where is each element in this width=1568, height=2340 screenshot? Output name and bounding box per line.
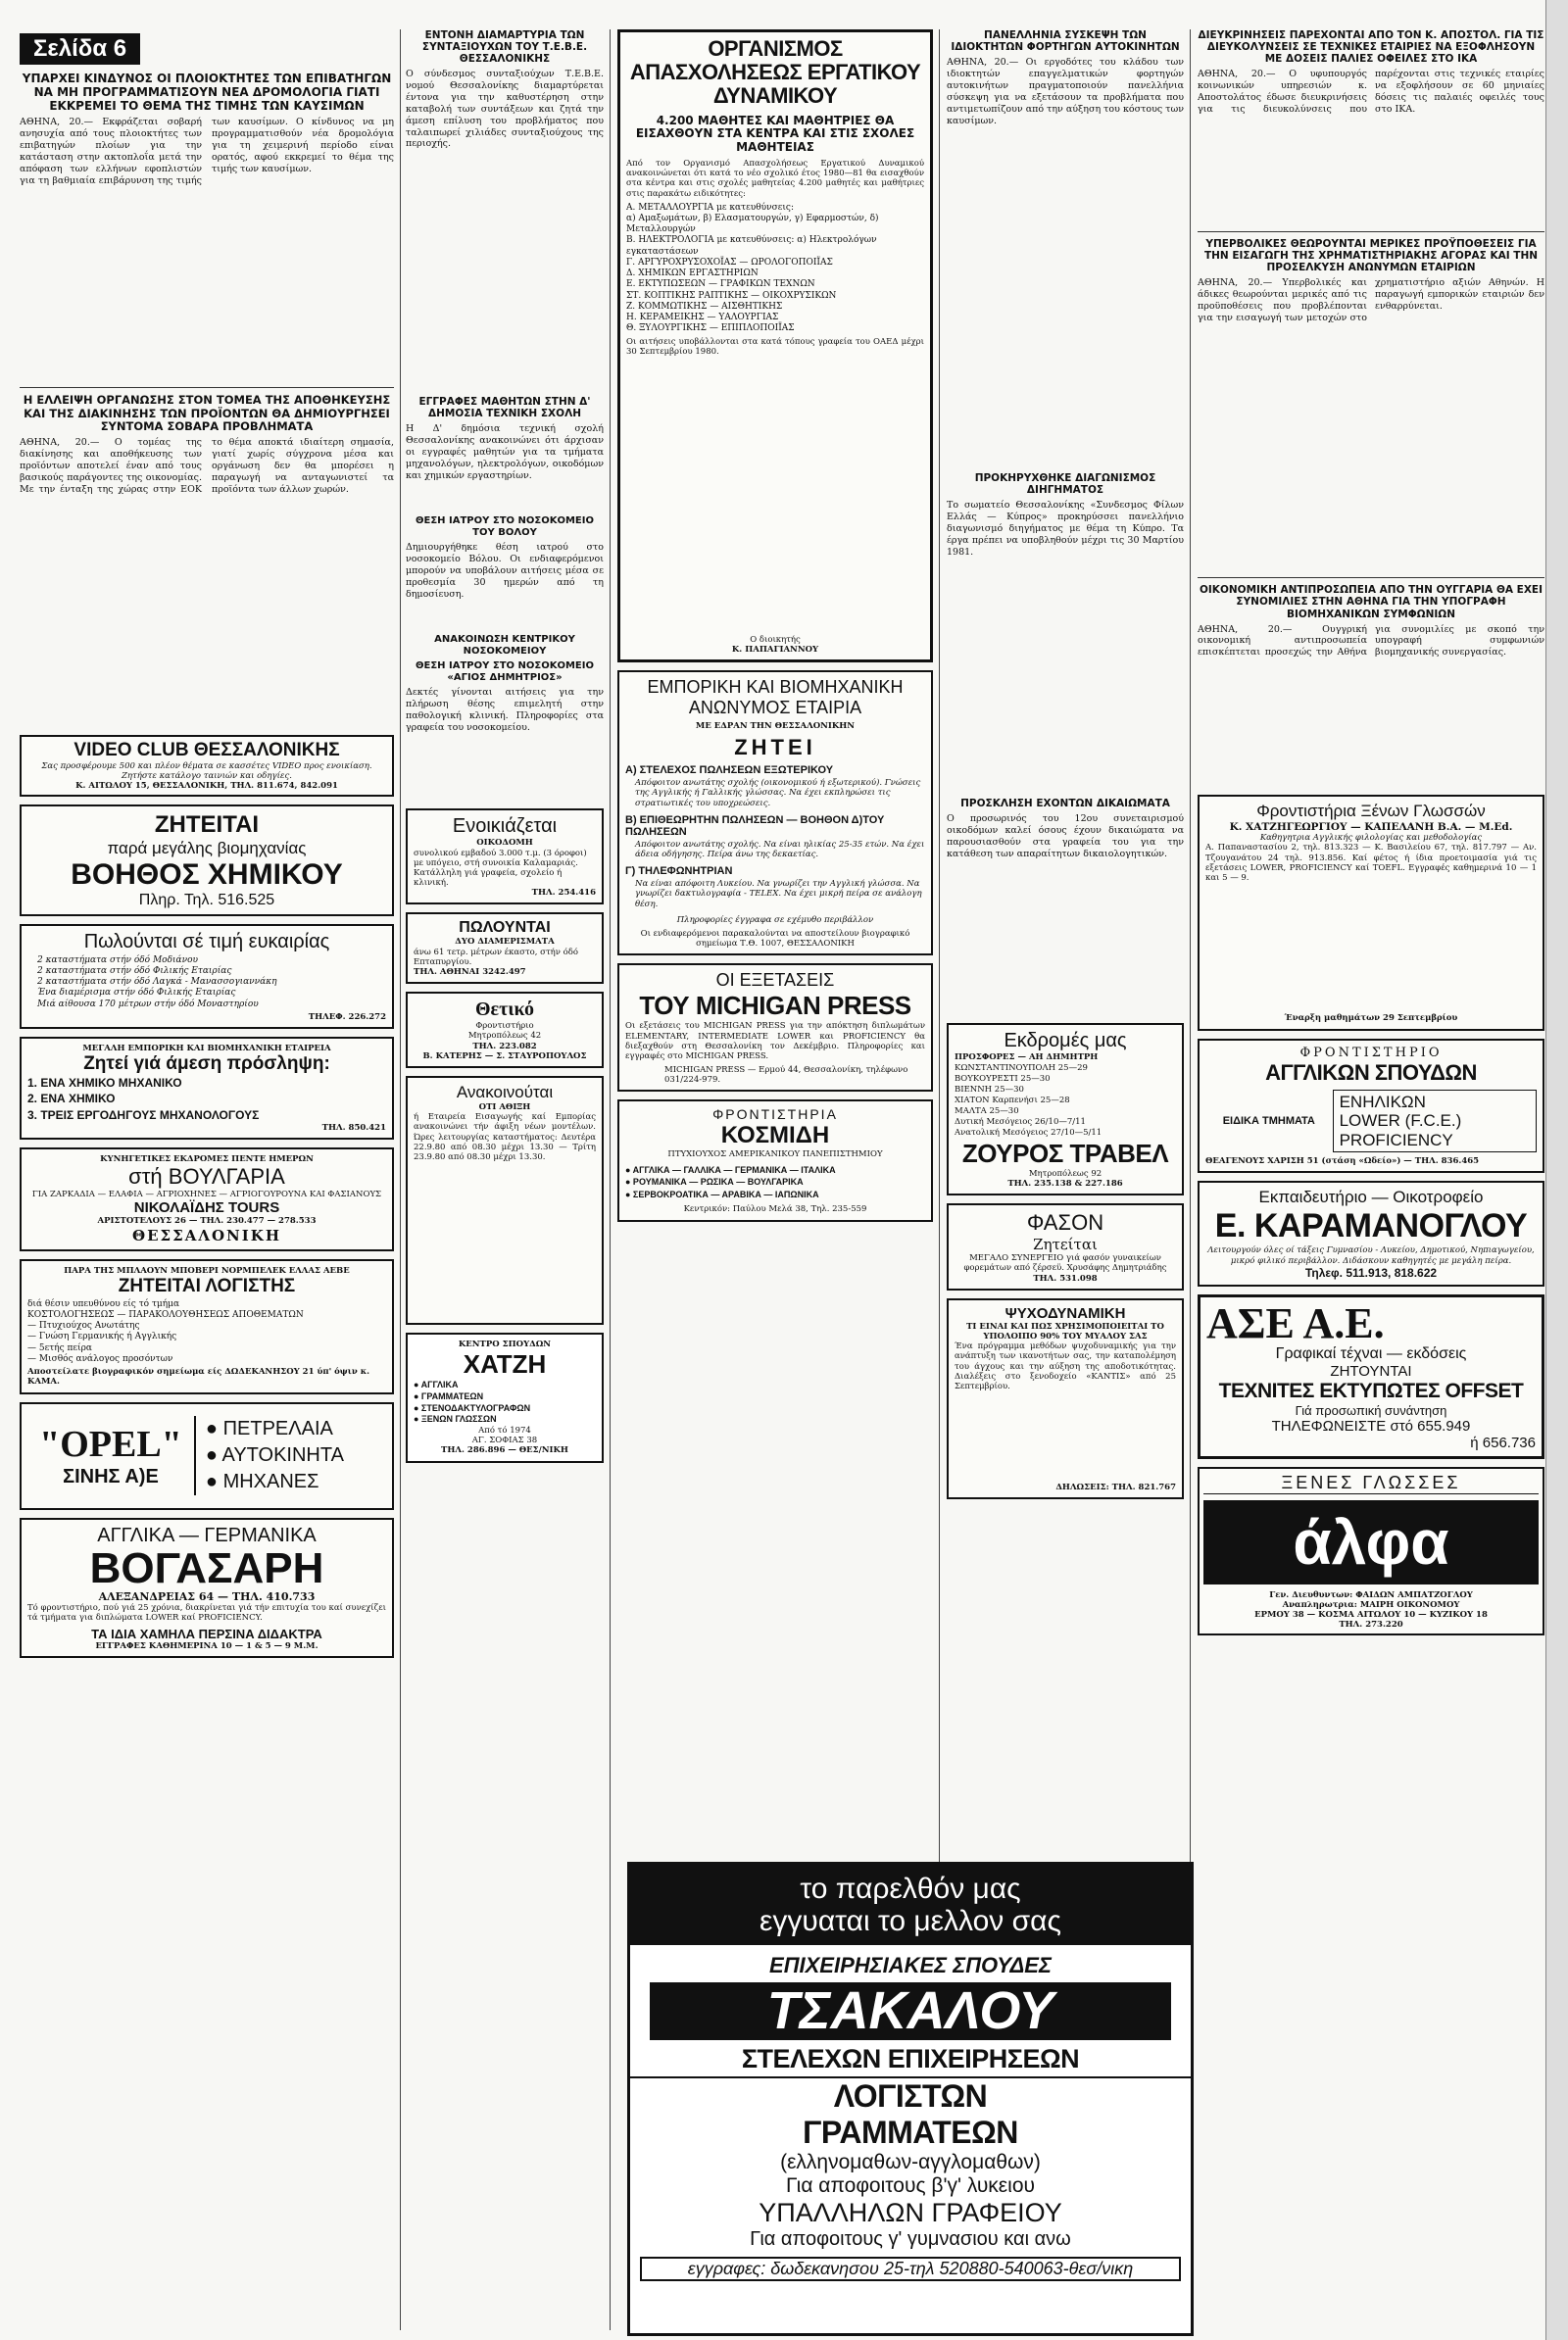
ad-vogasari — [20, 1518, 394, 1659]
tsakalou-line3: ΓΡΑΜΜΑΤΕΩΝ — [803, 2115, 1018, 2151]
ad-sell-sub: ΔΥΟ ΔΙΑΜΕΡΙΣΜΑΤΑ — [455, 937, 555, 948]
list-item: 2 καταστήματα στήν όδό Φιλικής Εταιρίας — [37, 965, 232, 976]
kosm-addr: Κεντρικόν: Παύλου Μελά 38, Τηλ. 235-559 — [683, 1204, 867, 1215]
ad-fason — [947, 1203, 1184, 1291]
list-item: 1. ΕΝΑ ΧΗΜΙΚΟ ΜΗΧΑΝΙΚΟ — [27, 1076, 182, 1091]
list-item: Β. ΗΛΕΚΤΡΟΛΟΓΙΑ με κατευθύνσεις: α) Ηλεκτρολόγων εγκαταστάσεων — [626, 235, 877, 257]
ad-opel-brand: "OPEL" — [39, 1424, 182, 1466]
ad-lang-top: ΑΓΓΛΙΚΑ — ΓΕΡΜΑΝΙΚΑ — [97, 1524, 317, 1546]
ad-psychodynamics — [947, 1298, 1184, 1500]
ad-thetiko — [406, 992, 604, 1068]
list-item: Ανατολική Μεσόγειος 27/10—5/11 — [955, 1127, 1102, 1138]
list-item: ● ΑΥΤΟΚΙΝΗΤΑ — [205, 1444, 344, 1467]
psyx-title: ΨΥΧΟΔΥΝΑΜΙΚΗ — [1004, 1304, 1126, 1322]
list-item: ΣΤ. ΚΟΠΤΙΚΗΣ ΡΑΠΤΙΚΗΣ — ΟΙΚΟΧΡΥΣΙΚΩΝ — [626, 290, 837, 301]
ad-karamanoglou — [1198, 1181, 1544, 1286]
kosm-sub: ΠΤΥΧΙΟΥΧΟΣ ΑΜΕΡΙΚΑΝΙΚΟΥ ΠΑΝΕΠΙΣΤΗΜΙΟΥ — [667, 1149, 883, 1160]
tsakalou-line3b: (ελληνομαθων-αγγλομαθων) — [780, 2151, 1041, 2174]
alfa-tel: ΤΗΛ. 273.220 — [1339, 1620, 1403, 1631]
article-school: Η Δ' δημόσια τεχνική σχολή Θεσσαλονίκης ανακοινώνει ότι άρχισαν οι εγγραφές μαθητών για τα τμήματα μηχανολόγων, ηλεκτρολόγων, οικοδόμων και χημικών εργαστηρίων. — [406, 423, 604, 481]
ad-thetiko-title: Θετικό — [474, 999, 535, 1021]
emp-note: Πληροφορίες έγγραφα σε εχέμυθο περιβάλλον — [676, 914, 874, 925]
headline-pensioners: ΕΝΤΟΝΗ ΔΙΑΜΑΡΤΥΡΙΑ ΤΩΝ ΣΥΝΤΑΞΙΟΥΧΩΝ ΤΟΥ Τ.Ε.Β.Ε. ΘΕΣΣΑΛΟΝΙΚΗΣ — [421, 29, 588, 66]
ad-hunting-tours — [20, 1147, 394, 1251]
ad-company-hiring — [20, 1037, 394, 1140]
fason-sub: Ζητείται — [1033, 1236, 1098, 1254]
ad-excursions — [947, 1023, 1184, 1195]
list-item: ΚΩΝΣΤΑΝΤΙΝΟΥΠΟΛΗ 25—29 — [955, 1062, 1088, 1073]
ad-rent-tel: ΤΗΛ. 254.416 — [531, 888, 596, 899]
headline-ika: ΔΙΕΥΚΡΙΝΗΣΕΙΣ ΠΑΡΕΧΟΝΤΑΙ ΑΠΟ ΤΟΝ Κ. ΑΠΟΣΤΟΛ. ΓΙΑ ΤΙΣ ΔΙΕΥΚΟΛΥΝΣΕΙΣ ΣΕ ΤΕΧΝΙΚΕΣ ΕΤΑΙΡΙΕΣ ΝΑ ΕΞΟΦΛΗΣΟΥΝ ΜΕ ΔΟΣΕΙΣ ΠΑΛΙΕΣ ΟΦΕΙΛΕΣ ΣΤΟ ΙΚΑ — [1198, 29, 1544, 66]
kar-tel: Τηλεφ. 511.913, 818.622 — [1304, 1265, 1438, 1280]
ad-mbp-top: ΠΑΡΑ ΤΗΣ ΜΠΛΑΟΥΝ ΜΠΟΒΕΡΙ ΝΟΡΜΠΕΛΕΚ ΕΛΛΑΣ ΑΕΒΕ — [64, 1265, 350, 1276]
ad-chatzi-top: ΚΕΝΤΡΟ ΣΠΟΥΔΩΝ — [458, 1340, 552, 1350]
ad-ase — [1198, 1294, 1544, 1459]
ad-company-top: ΜΕΓΑΛΗ ΕΜΠΟΡΙΚΗ ΚΑΙ ΒΙΟΜΗΧΑΝΙΚΗ ΕΤΑΙΡΕΙΑ — [82, 1044, 331, 1054]
ad-thetiko-tel: ΤΗΛ. 223.082 — [472, 1041, 537, 1051]
ad-mbp-title: ΖΗΤΕΙΤΑΙ ΛΟΓΙΣΤΗΣ — [118, 1275, 296, 1296]
tsakalou-line6: Για αποφοιτους γ' γυμνασιου και ανω — [750, 2228, 1071, 2251]
column-rule — [610, 29, 611, 2330]
headline-trucks: ΠΑΝΕΛΛΗΝΙΑ ΣΥΣΚΕΨΗ ΤΩΝ ΙΔΙΟΚΤΗΤΩΝ ΦΟΡΤΗΓΩΝ ΑΥΤΟΚΙΝΗΤΩΝ — [951, 29, 1180, 54]
ad-tour-city: ΘΕΣΣΑΛΟΝΙΚΗ — [132, 1226, 281, 1244]
tsakalou-line1: ΣΤΕΛΕΧΩΝ ΕΠΙΧΕΙΡΗΣΕΩΝ — [630, 2044, 1191, 2078]
ad-sell-apartments — [406, 912, 604, 984]
list-item: ΒΙΕΝΝΗ 25—30 — [955, 1084, 1024, 1095]
list-item: — Μισθός ανάλογος προσόντων — [27, 1353, 173, 1364]
ad-chatzi-title: ΧΑΤΖΗ — [463, 1349, 547, 1380]
psyx-text: Ένα πρόγραμμα μεθόδων ψυχοδυναμικής για την ανάπτυξη των ικανοτήτων σας, την καταπολέμηση του άγχους και την αύξηση της αποδοτικότητας. Διαλέξεις στο ξενοδοχείο «ΚΑΝΤΙΣ» από 25 Σεπτεμβρίου. — [955, 1341, 1176, 1391]
ad-opel-sub: ΣΙΝΗΣ Α)Ε — [63, 1466, 159, 1488]
ad-ann-text: ή Εταιρεία Εισαγωγής καί Εμπορίας ανακοινώνει τήν άφιξη νέων μοντέλων. Ώρες λειτουργίας καταστήματος: Δευτέρα 22.9.80 από 08.30 μέχρι 13.30 — Τρίτη 23.9.80 από 08.30 μέχρι 13.30. — [414, 1112, 596, 1162]
oaed-intro: Από τον Οργανισμό Απασχολήσεως Εργατικού Δυναμικού ανακοινώνεται ότι κατά το νέο σχολικό έτος 1980—81 θα εισαχθούν στα κέντρα και στις σχολές μαθητείας 4.200 μαθητές και μαθήτριες στις παρακάτω ειδικότητες: — [626, 158, 924, 199]
ekd-brand: ΖΟΥΡΟΣ ΤΡΑΒΕΛ — [961, 1138, 1169, 1168]
headline-hungary: ΟΙΚΟΝΟΜΙΚΗ ΑΝΤΙΠΡΟΣΩΠΕΙΑ ΑΠΟ ΤΗΝ ΟΥΓΓΑΡΙΑ ΘΑ ΕΧΕΙ ΣΥΝΟΜΙΛΙΕΣ ΣΤΗΝ ΑΘΗΝΑ ΓΙΑ ΤΗΝ ΥΠΟΓΡΑΦΗ ΒΙΟΜΗΧΑΝΙΚΩΝ ΣΥΜΦΩΝΙΩΝ — [1199, 584, 1544, 620]
list-item: PROFICIENCY — [1339, 1130, 1453, 1149]
tsakalou-sub: ΕΠΙΧΕΙΡΗΣΙΑΚΕΣ ΣΠΟΥΔΕΣ — [769, 1953, 1052, 1977]
list-item: ● ΠΕΤΡΕΛΑΙΑ — [205, 1418, 333, 1440]
oaed-sign-title: Ο διοικητής — [750, 634, 801, 645]
emp-seat: ΜΕ ΕΔΡΑΝ ΤΗΝ ΘΕΣΣΑΛΟΝΙΚΗΝ — [695, 721, 856, 732]
list-item: 2. ΕΝΑ ΧΗΜΙΚΟ — [27, 1092, 116, 1106]
headline-central-hospital: ΑΝΑΚΟΙΝΩΣΗ ΚΕΝΤΡΙΚΟΥ ΝΟΣΟΚΟΜΕΙΟΥ — [434, 634, 575, 657]
ang-left: ΕΙΔΙΚΑ ΤΜΗΜΑΤΑ — [1222, 1114, 1315, 1127]
list-item: ● ΡΟΥΜΑΝΙΚΑ — ΡΩΣΙΚΑ — ΒΟΥΛΓΑΡΙΚΑ — [625, 1177, 804, 1188]
fr-text: Α. Παπαναστασίου 2, τηλ. 813.323 — Κ. Βασιλείου 67, τηλ. 817.797 — Αν. Τζουγανάτου 24 τηλ. 913.856. Καί φέτος ή ίδια προετοιμασία γιά τις εξετάσεις LOWER, PROFICIENCY καί TOEFL. Εγγραφές καθημερινά 10 — 1 και 5 — 9. — [1205, 843, 1537, 883]
ad-ann-title: Ανακοινούται — [456, 1082, 554, 1101]
article-agios-dimitrios: Δεκτές γίνονται αιτήσεις για την πλήρωση θέσης επιμελητή στην παθολογική κλινική. Πληροφορίες στα γραφεία του νοσοκομείου. — [406, 687, 604, 733]
ase-tel-2: ή 656.736 — [1470, 1434, 1536, 1451]
headline-school: ΕΓΓΡΑΦΕΣ ΜΑΘΗΤΩΝ ΣΤΗΝ Δ' ΔΗΜΟΣΙΑ ΤΕΧΝΙΚΗ ΣΧΟΛΗ — [418, 396, 591, 420]
ad-sell-text: άνω 61 τετρ. μέτρων έκαστο, στήν όδό Επταπυργίου. — [414, 947, 578, 967]
ang-top: ΦΡΟΝΤΙΣΤΗΡΙΟ — [1299, 1045, 1443, 1060]
ad-sell-tel: ΤΗΛ. ΑΘΗΝΑΙ 3242.497 — [414, 967, 526, 977]
list-item: — 5ετής πείρα — [27, 1342, 92, 1353]
ad-oaed — [617, 29, 933, 662]
ekd-tel: ΤΗΛ. 235.138 & 227.186 — [1007, 1179, 1123, 1190]
ang-addr: ΘΕΑΓΕΝΟΥΣ ΧΑΡΙΣΗ 51 (στάση «Ωδείο») — [1205, 1156, 1401, 1167]
ad-thetiko-sub: Φροντιστήριο — [475, 1021, 534, 1032]
article-storage: ΑΘΗΝΑ, 20.— Ο τομέας της διακίνησης και αποθήκευσης των προϊόντων αποτελεί έναν από τους βασικούς παράγοντες της οικονομίας. Με την ένταξη της χώρας στην ΕΟΚ το θέμα αποκτά ιδιαίτερη σημασία, γιατί χωρίς σύγχρονα μέσα και οργάνωση δεν θα μπορέσει η παραγωγή να ανταγωνιστεί τα προϊόντα των άλλων χωρών. — [20, 437, 394, 495]
fr-name: Κ. ΧΑΤΖΗΓΕΩΡΓΙΟΥ — ΚΑΠΕΛΑΝΗ Β.Α. — M.Ed. — [1229, 820, 1513, 833]
alfa-deputy: Αναπληρωτρια: ΜΑΙΡΗ ΟΙΚΟΝΟΜΟΥ — [1282, 1599, 1460, 1610]
ad-chatzi — [406, 1333, 604, 1463]
article-stock-exchange: ΑΘΗΝΑ, 20.— Υπερβολικές και άδικες θεωρούνται μερικές από τις προϋποθέσεις που προβλέπονται για την εισαγωγή των μετοχών στο χρηματιστήριο αξιών Αθηνών. Η παραγωγή εμπορικών εταιριών δεν ενθαρρύνεται. — [1198, 277, 1544, 323]
oaed-subtitle: 4.200 ΜΑΘΗΤΕΣ ΚΑΙ ΜΑΘΗΤΡΙΕΣ ΘΑ ΕΙΣΑΧΘΟΥΝ ΣΤΑ ΚΕΝΤΡΑ ΚΑΙ ΣΤΙΣ ΣΧΟΛΕΣ ΜΑΘΗΤΕΙΑΣ — [635, 113, 915, 155]
list-item: ● ΜΗΧΑΝΕΣ — [205, 1471, 319, 1493]
article-trucks: ΑΘΗΝΑ, 20.— Οι εργοδότες του κλάδου των ιδιοκτητών επαγγελματικών φορτηγών αυτοκινήτων πραγματοποιούν πανελλήνια σύσκεψη για να εξετάσουν τα προβλήματα που αντιμετωπίζουν από την αύξηση του κόστους των καυσίμων. — [947, 57, 1184, 126]
fason-title: ΦΑΣΟΝ — [1026, 1210, 1104, 1236]
column-5 — [1198, 29, 1544, 1643]
ad-chem-tel: Πληρ. Τηλ. 516.525 — [138, 891, 275, 908]
ad-rent-building — [406, 808, 604, 904]
headline-storage: Η ΕΛΛΕΙΨΗ ΟΡΓΑΝΩΣΗΣ ΣΤΟΝ ΤΟΜΕΑ ΤΗΣ ΑΠΟΘΗΚΕΥΣΗΣ ΚΑΙ ΤΗΣ ΔΙΑΚΙΝΗΣΗΣ ΤΩΝ ΠΡΟΪΟΝΤΩΝ ΘΑ ΔΗΜΙΟΥΡΓΗΣΕΙ ΣΥΝΤΟΜΑ ΣΟΒΑΡΑ ΠΡΟΒΛΗΜΑΤΑ — [23, 393, 391, 433]
ad-michigan — [617, 963, 933, 1092]
mich-text: Οι εξετάσεις του MICHIGAN PRESS για την απόκτηση διπλωμάτων ELEMENTARY, INTERMEDIATE LOWER και PROFICIENCY θα διεξαχθούν στη Θεσσαλονίκη τον Δεκέμβριο. Πληροφορίες και εγγραφές στο MICHIGAN PRESS. — [625, 1021, 925, 1061]
list-item: — Πτυχιούχος Ανωτάτης — [27, 1321, 140, 1332]
emp-title: ΕΜΠΟΡΙΚΗ ΚΑΙ ΒΙΟΜΗΧΑΝΙΚΗ ΑΝΩΝΥΜΟΣ ΕΤΑΙΡΙΑ — [647, 677, 904, 718]
ase-zit: ΖΗΤΟΥΝΤΑΙ — [1330, 1362, 1412, 1380]
ad-english-studies: ΦΡΟΝΤΙΣΤΗΡΙΟ ΑΓΓΛΙΚΩΝ ΣΠΟΥΔΩΝ ΕΙΔΙΚΑ ΤΜΗΜΑΤΑ ΕΝΗΛΙΚΩΝ LOWER (F.C.E.) PROFICIENCY ΘΕΑΓΕΝΟΥΣ ΧΑΡΙΣΗ 51 (στάση «Ωδείο») — ΤΗΛ. 836.465 — [1198, 1039, 1544, 1174]
headline-story-contest: ΠΡΟΚΗΡΥΧΘΗΚΕ ΔΙΑΓΩΝΙΣΜΟΣ ΔΙΗΓΗΜΑΤΟΣ — [974, 472, 1156, 497]
mich-top: ΟΙ ΕΞΕΤΑΣΕΙΣ — [715, 970, 835, 991]
column-2 — [406, 29, 604, 1471]
list-item: ● ΣΤΕΝΟΔΑΚΤΥΛΟΓΡΑΦΩΝ — [414, 1402, 531, 1413]
emp-position-reqs: Απόφοιτον ανωτάτης σχολής. Να είναι ηλικίας 25-35 ετών. Να έχει άδεια οδήγησης. Πείρα άνω της δεκαετίας. — [635, 839, 925, 860]
list-item: 3. ΤΡΕΙΣ ΕΡΓΟΔΗΓΟΥΣ ΜΗΧΑΝΟΛΟΓΟΥΣ — [27, 1107, 260, 1122]
page-label: Σελίδα 6 — [20, 33, 140, 65]
fason-tel: ΤΗΛ. 531.098 — [1033, 1273, 1098, 1284]
ad-video-text: Σας προσφέρουμε 500 και πλέον θέματα σε κασσέτες VIDEO προς ενοικίαση. Ζητήστε κατάλογο ταινιών και οδηγίες. — [41, 761, 372, 782]
list-item: Α. ΜΕΤΑΛΛΟΥΡΓΙΑ με κατευθύνσεις: — [626, 202, 794, 213]
ad-chem-sub: παρά μεγάλης βιομηχανίας — [107, 838, 307, 857]
ad-sell-title: ΠΩΛΟΥΝΤΑΙ — [459, 919, 551, 937]
fr-sub: Καθηγητρια Αγγλικής φιλολογίας και μεθοδολογίας — [1259, 833, 1483, 844]
column-3 — [617, 29, 933, 1230]
ekd-sub: ΠΡΟΣΦΟΡΕΣ — ΑΗ ΔΗΜΗΤΡΗ — [955, 1052, 1099, 1063]
ad-thetiko-addr: Μητροπόλεως 42 — [467, 1031, 542, 1042]
kar-top: Εκπαιδευτήριο — Οικοτροφείο — [1258, 1188, 1484, 1207]
emp-position-title: Α) ΣΤΕΛΕΧΟΣ ΠΩΛΗΣΕΩΝ ΕΞΩΤΕΡΙΚΟΥ — [625, 764, 834, 777]
ad-mbp-foot: Αποστείλατε βιογραφικόν σημείωμα είς ΔΩΔΕΚΑΝΗΣΟΥ 21 ύπ' όψιν κ. ΚΑΜΑ. — [27, 1367, 370, 1388]
list-item: 2 καταστήματα στήν όδό Λαγκά - Μανασσογιαννάκη — [37, 977, 277, 988]
ad-tour-title: στή ΒΟΥΛΓΑΡΙΑ — [128, 1164, 285, 1190]
kar-title: Ε. ΚΑΡΑΜΑΝΟΓΛΟΥ — [1214, 1207, 1528, 1245]
ase-title: ΑΣΕ Α.Ε. — [1206, 1298, 1385, 1347]
fason-text: ΜΕΓΑΛΟ ΣΥΝΕΡΓΕΙΟ γιά φασόν γυναικείων φορεμάτων από ζέρσεϋ. Χρυσάφης Δημητριάδης — [963, 1253, 1167, 1274]
kar-text: Λειτουργούν όλες οί τάξεις Γυμνασίου - Λυκείου, Δημοτικού, Νηπιαγωγείου, μικρό φιλικό περιβάλλον. Διδάσκουν καθηγητές με μεγάλη πείρα. — [1207, 1245, 1535, 1266]
emp-position-title: Β) ΕΠΙΘΕΩΡΗΤΗΝ ΠΩΛΗΣΕΩΝ — ΒΟΗΘΟΝ Δ)ΤΟΥ ΠΩΛΗΣΕΩΝ — [625, 813, 885, 838]
list-item: Θ. ΞΥΛΟΥΡΓΙΚΗΣ — ΕΠΙΠΛΟΠΟΙΪΑΣ — [626, 323, 795, 334]
headline-stock-exchange: ΥΠΕΡΒΟΛΙΚΕΣ ΘΕΩΡΟΥΝΤΑΙ ΜΕΡΙΚΕΣ ΠΡΟΫΠΟΘΕΣΕΙΣ ΓΙΑ ΤΗΝ ΕΙΣΑΓΩΓΗ ΤΗΣ ΧΡΗΜΑΤΙΣΤΗΡΙΑΚΗΣ ΑΓΟΡΑΣ ΚΑΙ ΤΗΝ ΠΡΟΣΕΛΚΥΣΗ ΑΝΩΝΥΜΩΝ ΕΤΑΙΡΙΩΝ — [1203, 238, 1539, 274]
ang-tel: ΤΗΛ. 836.465 — [1414, 1156, 1480, 1167]
alfa-director: Γεν. Διευθυντων: ΦΑΙΔΩΝ ΑΜΠΑΤΖΟΓΛΟΥ — [1269, 1589, 1473, 1600]
list-item: Ένα διαμέρισμα στήν όδό Φιλικής Εταιρίας — [37, 988, 236, 999]
ad-video-title: VIDEO CLUB ΘΕΣΣΑΛΟΝΙΚΗΣ — [74, 740, 340, 761]
list-item: ● ΑΓΓΛΙΚΑ — ΓΑΛΛΙΚΑ — ΓΕΡΜΑΝΙΚΑ — ΙΤΑΛΙΚΑ — [625, 1164, 836, 1175]
column-4 — [947, 29, 1184, 1507]
kosm-top: ΦΡΟΝΤΙΣΤΗΡΙΑ — [712, 1106, 838, 1123]
ad-chatzi-tel: ΤΗΛ. 286.896 — ΘΕΣ/ΝΙΚΗ — [441, 1445, 568, 1456]
article-ferries: ΑΘΗΝΑ, 20.— Εκφράζεται σοβαρή ανησυχία από τους πλοιοκτήτες των επιβατηγών πλοίων για την κατάσταση στην ακτοπλοΐα μετά την απόφαση των ελλήνων εφοπλιστών για τη βαθμιαία επιβάρυνση της τιμής των καυσίμων. Ο κίνδυνος να μη προγραμματισθούν νέα δρομολόγια για τη χειμερινή περίοδο είναι ορατός, αφού εκκρεμεί το θέμα της τιμής των καυσίμων. — [20, 117, 394, 186]
list-item: — Γνώση Γερμανικής ή Αγγλικής — [27, 1332, 177, 1342]
ase-position: ΤΕΧΝΙΤΕΣ ΕΚΤΥΠΩΤΕΣ OFFSET — [1218, 1379, 1524, 1402]
emp-footer: Οι ενδιαφερόμενοι παρακαλούνται να αποστείλουν βιογραφικό σημείωμα Τ.Θ. 1007, ΘΕΣΣΑΛΟΝΙΚΗ — [640, 928, 910, 950]
headline-invitation: ΠΡΟΣΚΛΗΣΗ ΕΧΟΝΤΩΝ ΔΙΚΑΙΩΜΑΤΑ — [960, 798, 1170, 810]
list-item: ΒΟΥΚΟΥΡΕΣΤΙ 25—30 — [955, 1073, 1051, 1084]
ad-tsakalou — [627, 1862, 1194, 2336]
tsakalou-line2: ΛΟΓΙΣΤΩΝ — [833, 2078, 988, 2115]
list-item: Δυτική Μεσόγειος 26/10—7/11 — [955, 1116, 1086, 1127]
page-edge — [1545, 0, 1568, 2340]
ad-tour-top: ΚΥΝΗΓΕΤΙΚΕΣ ΕΚΔΡΟΜΕΣ ΠΕΝΤΕ ΗΜΕΡΩΝ — [100, 1153, 314, 1164]
column-1 — [20, 33, 394, 1666]
ase-sub: Γραφικαί τέχναι — εκδόσεις — [1275, 1344, 1467, 1362]
ad-ann-sub: ΟΤΙ ΑΘΙΞΗ — [478, 1101, 531, 1112]
ad-tour-agency: ΝΙΚΟΛΑΪΔΗΣ TOURS — [133, 1199, 280, 1217]
kosm-title: ΚΟΣΜΙΔΗ — [720, 1122, 830, 1149]
ang-title: ΑΓΓΛΙΚΩΝ ΣΠΟΥΔΩΝ — [1265, 1059, 1477, 1085]
oaed-footer: Οι αιτήσεις υποβάλλονται στα κατά τόπους γραφεία του ΟΑΕΔ μέχρι 30 Σεπτεμβρίου 1980. — [626, 336, 924, 357]
alfa-top: ΞΕΝΕΣ ΓΛΩΣΣΕΣ — [1203, 1473, 1539, 1494]
list-item: ΚΟΣΤΟΛΟΓΗΣΕΩΣ — ΠΑΡΑΚΟΛΟΥΘΗΣΕΩΣ ΑΠΟΘΕΜΑΤΩΝ — [27, 1309, 304, 1320]
tsakalou-foot: εγγραφες: δωδεκανησου 25-τηλ 520880-540063-θεσ/νικη — [640, 2257, 1181, 2281]
oaed-title: ΟΡΓΑΝΙΣΜΟΣ ΑΠΑΣΧΟΛΗΣΕΩΣ ΕΡΓΑΤΙΚΟΥ ΔΥΝΑΜΙΚΟΥ — [629, 36, 921, 109]
list-item: ● ΣΕΡΒΟΚΡΟΑΤΙΚΑ — ΑΡΑΒΙΚΑ — ΙΑΠΩΝΙΚΑ — [625, 1189, 819, 1199]
emp-position-reqs: Απόφοιτον ανωτάτης σχολής (οικονομικού ή εξωτερικού). Γνώσεις της Αγγλικής ή Γαλλικής γλώσσας. Να έχει εκπληρώσει τις στρατιωτικές του υποχρεώσεις. — [635, 778, 921, 808]
headline-volos-doctor: ΘΕΣΗ ΙΑΤΡΟΥ ΣΤΟ ΝΟΣΟΚΟΜΕΙΟ ΤΟΥ ΒΟΛΟΥ — [416, 515, 594, 538]
fr-foot: Έναρξη μαθημάτων 29 Σεπτεμβρίου — [1284, 1013, 1458, 1024]
list-item: Μιά αίθουσα 170 μέτρων στήν όδό Μοναστηρίου — [37, 999, 259, 1009]
alfa-addr: ΕΡΜΟΥ 38 — ΚΟΣΜΑ ΑΙΤΩΛΟΥ 10 — ΚΥΖΙΚΟΥ 18 — [1254, 1610, 1488, 1621]
emp-position-reqs: Να είναι απόφοιτη Λυκείου. Να γνωρίζει την Αγγλική γλώσσα. Να γνωρίζει δακτυλογραφία - TELEX. Να έχει μικρή πείρα σε ανάλογη θέση. — [635, 879, 922, 909]
tsakalou-title: ΤΣΑΚΑΛΟΥ — [650, 1982, 1171, 2040]
psyx-tel: ΔΗΛΩΣΕΙΣ: ΤΗΛ. 821.767 — [1055, 1483, 1176, 1493]
tsakalou-top1: το παρελθόν μας — [800, 1873, 1021, 1905]
ad-company-title: Ζητεί γιά άμεση πρόσληψη: — [83, 1053, 330, 1075]
ad-opel — [20, 1402, 394, 1510]
ad-lang-title: ΒΟΓΑΣΑΡΗ — [89, 1543, 324, 1592]
tsakalou-top2: εγγυαται το μελλον σας — [760, 1905, 1061, 1937]
article-invitation: Ο προσωρινός του 12ου συνεταιρισμού οικοδόμων καλεί όσους έχουν δικαιώματα να παρουσιασθούν στα γραφεία του για την κατάθεση των απαραίτητων δικαιολογητικών. — [947, 813, 1184, 859]
ad-alfa — [1198, 1467, 1544, 1636]
article-story-contest: Το σωματείο Θεσσαλονίκης «Συνδεσμος Φίλων Ελλάς — Κύπρος» προκηρύσσει πανελλήνιο διαγωνισμό διηγήματος με θέμα τη Κύπρο. Τα έργα πρέπει να υποβληθούν μέχρι τις 30 Μαρτίου 1981. — [947, 500, 1184, 558]
fr-title: Φροντιστήρια Ξένων Γλωσσών — [1256, 801, 1486, 820]
list-item: ● ΓΡΑΜΜΑΤΕΩΝ — [414, 1391, 484, 1401]
article-pensioners: Ο σύνδεσμος συνταξιούχων Τ.Ε.Β.Ε. νομού Θεσσαλονίκης διαμαρτύρεται έντονα για την καθυστέρηση στην καταβολή των συντάξεων και ζητά την άμεση επίλυση του προβλήματος που ταλαιπωρεί χιλιάδες συνταξιούχους της περιοχής. — [406, 69, 604, 150]
mich-title: ΤΟΥ MICHIGAN PRESS — [639, 991, 911, 1021]
emp-position-title: Γ) ΤΗΛΕΦΩΝΗΤΡΙΑΝ — [625, 865, 733, 878]
ad-rent-text: συνολικού εμβαδού 3.000 τ.μ. (3 όροφοι) με υπόγειο, στή συνοικία Καλαμαριάς. Κατάλληλη γιά γραφεία, σχολείο ή κλινική. — [414, 848, 587, 889]
list-item: α) Αμαξωμάτων, β) Ελασματουργών, γ) Εφαρμοστών, δ) Μεταλλουργών — [626, 213, 879, 235]
headline-agios-dimitrios: ΘΕΣΗ ΙΑΤΡΟΥ ΣΤΟ ΝΟΣΟΚΟΜΕΙΟ «ΑΓΙΟΣ ΔΗΜΗΤΡΙΟΣ» — [416, 660, 594, 683]
ad-chatzi-year: Από τό 1974 — [478, 1426, 531, 1437]
ad-lang-foot: ΤΑ ΙΔΙΑ ΧΑΜΗΛΑ ΠΕΡΣΙΝΑ ΔΙΔΑΚΤΡΑ — [91, 1627, 322, 1642]
ad-video-address: Κ. ΑΙΤΩΛΟΥ 15, ΘΕΣΣΑΛΟΝΙΚΗ, ΤΗΛ. 811.674, 842.091 — [75, 781, 338, 792]
list-item: ● ΞΕΝΩΝ ΓΛΩΣΣΩΝ — [414, 1414, 497, 1425]
oaed-sign-name: Κ. ΠΑΠΑΓΙΑΝΝΟΥ — [731, 644, 819, 655]
ase-tel-1: στό 655.949 — [1390, 1417, 1471, 1435]
ad-lang-addr: ΑΛΕΞΑΝΔΡΕΙΑΣ 64 — ΤΗΛ. 410.733 — [98, 1589, 316, 1603]
ad-tour-sub: ΓΙΑ ΖΑΡΚΑΔΙΑ — ΕΛΑΦΙΑ — ΑΓΡΙΟΧΗΝΕΣ — ΑΓΡΙΟΓΟΥΡΟΥΝΑ ΚΑΙ ΦΑΣΙΑΝΟΥΣ — [31, 1190, 382, 1200]
list-item: Η. ΚΕΡΑΜΕΙΚΗΣ — ΥΑΛΟΥΡΓΙΑΣ — [626, 313, 779, 323]
ekd-addr: Μητροπόλεως 92 — [1028, 1168, 1102, 1179]
list-item: 2 καταστήματα στήν όδό Μοδιάνου — [37, 954, 198, 965]
ad-chemist-assistant — [20, 804, 394, 916]
list-item: Ε. ΕΚΤΥΠΩΣΕΩΝ — ΓΡΑΦΙΚΩΝ ΤΕΧΝΩΝ — [626, 279, 815, 290]
list-item: ● ΑΓΓΛΙΚΑ — [414, 1380, 459, 1390]
mich-addr: MICHIGAN PRESS — Ερμού 44, Θεσσαλονίκη, τηλέφωνο 031/224-979. — [664, 1065, 908, 1086]
list-item: διά θέσιν υπευθύνου είς τό τμήμα — [27, 1298, 180, 1309]
headline-ferries: ΥΠΑΡΧΕΙ ΚΙΝΔΥΝΟΣ ΟΙ ΠΛΟΙΟΚΤΗΤΕΣ ΤΩΝ ΕΠΙΒΑΤΗΓΩΝ ΝΑ ΜΗ ΠΡΟΓΡΑΜΜΑΤΙΣΟΥΝ ΝΕΑ ΔΡΟΜΟΛΟΓΙΑ ΓΙΑΤΙ ΕΚΚΡΕΜΕΙ ΤΟ ΘΕΜΑ ΤΗΣ ΤΙΜΗΣ ΤΩΝ ΚΑΥΣΙΜΩΝ — [22, 72, 392, 113]
ekd-title: Εκδρομές μας — [1004, 1030, 1127, 1052]
list-item: ΧΙΑΤΟΝ Καρπενήσι 25—28 — [955, 1095, 1070, 1105]
ad-video-club — [20, 735, 394, 797]
list-item: LOWER (F.C.E.) — [1339, 1111, 1462, 1131]
ad-chem-top: ΖΗΤΕΙΤΑΙ — [154, 810, 260, 838]
ad-thetiko-name: Β. ΚΑΤΕΡΗΣ — Σ. ΣΤΑΥΡΟΠΟΥΛΟΣ — [422, 1050, 587, 1061]
column-rule — [400, 29, 401, 2330]
ad-kosmidi — [617, 1099, 933, 1221]
ad-accountant — [20, 1259, 394, 1394]
list-item: ΕΝΗΛΙΚΩΝ — [1339, 1092, 1426, 1111]
article-volos-doctor: Δημιουργήθηκε θέση ιατρού στο νοσοκομείο Βόλου. Οι ενδιαφερόμενοι μπορούν να υποβάλουν αιτήσεις μέσα σε προθεσμία 30 ημερών από τη δημοσίευση. — [406, 542, 604, 600]
ad-sale-title: Πωλούνται σέ τιμή ευκαιρίας — [83, 930, 330, 952]
article-ika: ΑΘΗΝΑ, 20.— Ο υφυπουργός κοινωνικών υπηρεσιών κ. Αποστολάτος έδωσε διευκρινήσεις για τις διευκολύνσεις που παρέχονται στις τεχνικές εταιρίες να εξοφλήσουν σε 60 μηνιαίες δόσεις τις παλαιές οφειλές τους στο ΙΚΑ. — [1198, 69, 1544, 115]
ad-rent-title: Ενοικιάζεται — [452, 815, 558, 838]
psyx-sub: ΤΙ ΕΙΝΑΙ ΚΑΙ ΠΩΣ ΧΡΗΣΙΜΟΠΟΙΕΙΤΑΙ ΤΟ ΥΠΟΛΟΙΠΟ 90% ΤΟΥ ΜΥΑΛΟΥ ΣΑΣ — [966, 1321, 1164, 1341]
ase-info: Γιά προσωπική συνάντηση — [1295, 1402, 1447, 1418]
ad-sale-tel: ΤΗΛΕΦ. 226.272 — [308, 1011, 386, 1022]
list-item: Ζ. ΚΟΜΜΩΤΙΚΗΣ — ΑΙΣΘΗΤΙΚΗΣ — [626, 301, 783, 312]
ase-tel-label: ΤΗΛΕΦΩΝΕΙΣΤΕ — [1271, 1417, 1387, 1435]
ad-company-tel: ΤΗΛ. 850.421 — [321, 1122, 386, 1133]
ad-lang-text: Τό φροντιστήριο, πού γιά 25 χρόνια, διακρίνεται γιά τήν επιτυχία του καί συνεχίζει τά τμήματα για διπλώματα LOWER καί PROFICIENCY. — [27, 1602, 386, 1623]
ad-commercial-company — [617, 670, 933, 955]
list-item: Γ. ΑΡΓΥΡΟΧΡΥΣΟΧΟΪΑΣ — ΩΡΟΛΟΓΟΠΟΙΪΑΣ — [626, 257, 833, 268]
emp-zitei: ΖΗΤΕΙ — [734, 735, 816, 760]
alfa-logo: άλφα — [1203, 1500, 1539, 1584]
ad-rent-sub: ΟΙΚΟΔΟΜΗ — [476, 838, 533, 849]
ad-lang-hours: ΕΓΓΡΑΦΕΣ ΚΑΘΗΜΕΡΙΝΑ 10 — 1 & 5 — 9 Μ.Μ. — [95, 1641, 318, 1652]
ad-foreign-languages — [1198, 795, 1544, 1031]
list-item: Δ. ΧΗΜΙΚΩΝ ΕΡΓΑΣΤΗΡΙΩΝ — [626, 268, 759, 279]
ad-shops-sale — [20, 924, 394, 1029]
tsakalou-line5: ΥΠΑΛΛΗΛΩΝ ΓΡΑΦΕΙΟΥ — [759, 2198, 1062, 2228]
tsakalou-line4: Για αποφοιτους β'γ' λυκειου — [786, 2174, 1035, 2198]
list-item: ΜΑΛΤΑ 25—30 — [955, 1105, 1019, 1116]
ad-announcement — [406, 1076, 604, 1325]
ad-tour-addr: ΑΡΙΣΤΟΤΕΛΟΥΣ 26 — ΤΗΛ. 230.477 — 278.533 — [97, 1216, 317, 1227]
article-hungary: ΑΘΗΝΑ, 20.— Ουγγρική οικονομική αντιπροσωπεία επισκέπτεται προσεχώς την Αθήνα για συνομιλίες με σκοπό την υπογραφή συμφωνιών βιομηχανικής συνεργασίας. — [1198, 623, 1544, 658]
ad-chatzi-addr: ΑΓ. ΣΟΦΙΑΣ 38 — [471, 1436, 538, 1446]
ad-chem-title: ΒΟΗΘΟΣ ΧΗΜΙΚΟΥ — [71, 857, 343, 891]
